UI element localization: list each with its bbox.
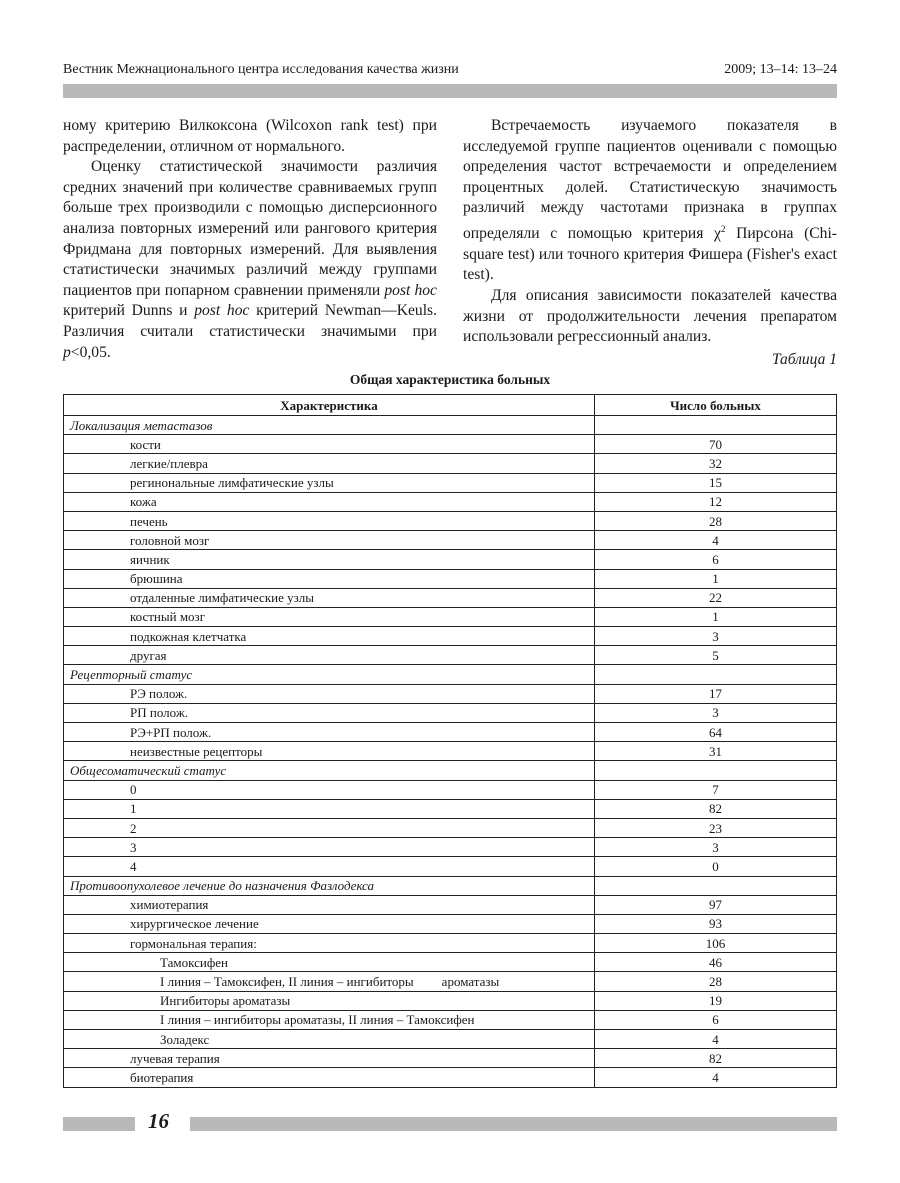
row-label xyxy=(64,972,595,991)
row-value: 23 xyxy=(595,818,837,837)
row-label-tail: ароматазы xyxy=(441,974,500,990)
table-row xyxy=(64,818,837,837)
row-value: 15 xyxy=(595,473,837,492)
row-label xyxy=(64,492,595,511)
row-label-text: Рецепторный статус xyxy=(70,667,193,683)
row-label-text: I линия – ингибиторы ароматазы, II линия – Тамоксифен xyxy=(160,1012,475,1028)
row-label-text: головной мозг xyxy=(130,532,210,548)
row-value: 82 xyxy=(595,799,837,818)
superscript: 2 xyxy=(720,223,726,234)
table-row xyxy=(64,473,837,492)
row-label xyxy=(64,934,595,953)
table-row xyxy=(64,531,837,550)
row-label-text: подкожная клетчатка xyxy=(130,628,247,644)
row-label xyxy=(64,454,595,473)
row-label xyxy=(64,723,595,742)
row-label-text: легкие/плевра xyxy=(130,455,208,471)
row-value xyxy=(595,761,837,780)
table-body xyxy=(64,416,837,1088)
row-label-text: 4 xyxy=(130,858,137,874)
row-label-text: лучевая терапия xyxy=(130,1050,220,1066)
table-header-row xyxy=(64,395,837,416)
text-run: <0,05. xyxy=(70,343,111,361)
row-label-text: биотерапия xyxy=(130,1069,194,1085)
table-row xyxy=(64,511,837,530)
row-label-text: 3 xyxy=(130,839,137,855)
row-value: 12 xyxy=(595,492,837,511)
table-row xyxy=(64,914,837,933)
row-value: 28 xyxy=(595,511,837,530)
row-label-text: 1 xyxy=(130,801,137,817)
header-characteristic: Характеристика xyxy=(64,395,595,416)
table-label: Таблица 1 xyxy=(771,351,837,368)
row-label-text: костный мозг xyxy=(130,609,206,625)
table-row xyxy=(64,569,837,588)
table-row xyxy=(64,1010,837,1029)
row-value: 3 xyxy=(595,627,837,646)
row-label-text: яичник xyxy=(130,551,170,567)
row-value: 19 xyxy=(595,991,837,1010)
row-value: 32 xyxy=(595,454,837,473)
row-value: 1 xyxy=(595,569,837,588)
row-label-text: I линия – Тамоксифен, II линия – ингибиторы xyxy=(160,974,414,990)
row-label xyxy=(64,857,595,876)
row-label xyxy=(64,588,595,607)
row-label-text: гормональная терапия: xyxy=(130,935,257,951)
emphasis-post-hoc: post hoc xyxy=(194,302,250,320)
row-label-text: Ингибиторы ароматазы xyxy=(160,993,291,1009)
row-label-text: кости xyxy=(130,436,161,452)
table-title: Общая характеристика больных xyxy=(349,372,551,387)
table-row xyxy=(64,492,837,511)
left-paragraph-1: ному критерию Вилкоксона (Wilcoxon rank test) при распределении, отличном от нормального. xyxy=(63,117,437,155)
row-value: 6 xyxy=(595,1010,837,1029)
row-label xyxy=(64,627,595,646)
table-row xyxy=(64,454,837,473)
row-label xyxy=(64,818,595,837)
row-label xyxy=(64,569,595,588)
row-value: 17 xyxy=(595,684,837,703)
row-value: 22 xyxy=(595,588,837,607)
table-row xyxy=(64,627,837,646)
row-label xyxy=(64,646,595,665)
row-value: 1 xyxy=(595,607,837,626)
row-label-text: РЭ полож. xyxy=(130,686,188,702)
footer-rule-right xyxy=(190,1117,837,1131)
row-label xyxy=(64,780,595,799)
table-row xyxy=(64,1049,837,1068)
row-label-text: Тамоксифен xyxy=(160,954,228,970)
table-row xyxy=(64,1030,837,1049)
patients-table xyxy=(63,394,837,1088)
right-paragraph-2: Для описания зависимости показателей качества жизни от продолжительности лечения препаратом использовали регрессионный анализ. xyxy=(463,286,837,346)
table-row xyxy=(64,991,837,1010)
table-row xyxy=(64,761,837,780)
table-row xyxy=(64,934,837,953)
row-value: 46 xyxy=(595,953,837,972)
table-row xyxy=(64,780,837,799)
table-row xyxy=(64,799,837,818)
text-run: критерий Newman—Keuls. Различия считали статистически значимыми при xyxy=(63,302,437,340)
row-label xyxy=(64,991,595,1010)
running-header xyxy=(63,60,837,80)
row-label xyxy=(64,473,595,492)
footer-rule-left xyxy=(63,1117,135,1131)
section-heading xyxy=(64,876,595,895)
row-label-text: 0 xyxy=(130,782,137,798)
row-value: 70 xyxy=(595,435,837,454)
table-row xyxy=(64,838,837,857)
table-row xyxy=(64,723,837,742)
row-label-text: хирургическое лечение xyxy=(130,916,259,932)
table-row xyxy=(64,703,837,722)
row-value: 3 xyxy=(595,703,837,722)
section-heading xyxy=(64,416,595,435)
row-label xyxy=(64,1030,595,1049)
row-value: 6 xyxy=(595,550,837,569)
row-label-text: брюшина xyxy=(130,571,183,587)
row-label xyxy=(64,550,595,569)
row-value xyxy=(595,665,837,684)
row-label xyxy=(64,531,595,550)
row-value: 3 xyxy=(595,838,837,857)
table-row xyxy=(64,1068,837,1087)
row-label xyxy=(64,742,595,761)
text-run: Пирсона (Chi-square test) или точного критерия Фишера (Fisher's exact test). xyxy=(463,225,837,284)
emphasis-post-hoc: post hoc xyxy=(384,281,437,299)
row-value: 4 xyxy=(595,531,837,550)
text-run: Оценку статистической значимости различия средних значений при количестве сравниваемых групп больше трех производили с помощью дисперсионного анализа повторных измерений или рангового критерия Фридмана для повторных измерений. Для выявления статистически значимых различий между группами пациентов при попарном сравнении применяли xyxy=(63,158,437,299)
table-row xyxy=(64,416,837,435)
row-label xyxy=(64,1068,595,1087)
row-label xyxy=(64,511,595,530)
table-row xyxy=(64,646,837,665)
table-row xyxy=(64,550,837,569)
row-value: 28 xyxy=(595,972,837,991)
table-row xyxy=(64,895,837,914)
row-label xyxy=(64,435,595,454)
row-label-text: кожа xyxy=(130,494,157,510)
row-label-text: отдаленные лимфатические узлы xyxy=(130,590,314,606)
table-row xyxy=(64,684,837,703)
left-paragraph-2 xyxy=(63,157,437,363)
row-value: 93 xyxy=(595,914,837,933)
header-rule xyxy=(63,84,837,98)
row-label xyxy=(64,1049,595,1068)
right-paragraph-1 xyxy=(463,116,837,286)
row-label-text: неизвестные рецепторы xyxy=(130,743,263,759)
table-row xyxy=(64,665,837,684)
row-label xyxy=(64,607,595,626)
table-row xyxy=(64,435,837,454)
row-label-text: РП полож. xyxy=(130,705,189,721)
left-column xyxy=(63,116,437,363)
journal-title: Вестник Межнационального центра исследования качества жизни xyxy=(63,62,459,77)
row-label xyxy=(64,1010,595,1029)
header-count: Число больных xyxy=(595,395,837,416)
row-value: 4 xyxy=(595,1068,837,1087)
text-run: Встречаемость изучаемого показателя в исследуемой группе пациентов оценивали с помощью определения частот встречаемости и определением процентных долей. Статистическую значимость различий между частотами признака в группах определяли с помощью критерия χ xyxy=(463,117,837,243)
row-value: 31 xyxy=(595,742,837,761)
row-label xyxy=(64,914,595,933)
table-row xyxy=(64,742,837,761)
row-value: 97 xyxy=(595,895,837,914)
row-label-text: Общесоматический статус xyxy=(70,762,227,778)
row-value: 82 xyxy=(595,1049,837,1068)
text-run: критерий Dunns и xyxy=(63,302,195,320)
table-row xyxy=(64,876,837,895)
row-label xyxy=(64,953,595,972)
row-value: 64 xyxy=(595,723,837,742)
row-label xyxy=(64,895,595,914)
row-label-text: другая xyxy=(130,647,167,663)
row-value: 7 xyxy=(595,780,837,799)
row-label-text: 2 xyxy=(130,820,137,836)
row-label-text: Золадекс xyxy=(160,1031,210,1047)
row-value xyxy=(595,876,837,895)
row-label-text: регинональные лимфатические узлы xyxy=(130,475,334,491)
issue-info: 2009; 13–14: 13–24 xyxy=(724,62,837,77)
row-label xyxy=(64,799,595,818)
table-row xyxy=(64,588,837,607)
row-label-text: химиотерапия xyxy=(130,897,209,913)
table-row xyxy=(64,857,837,876)
right-column xyxy=(463,116,837,348)
row-value: 106 xyxy=(595,934,837,953)
row-label-text: РЭ+РП полож. xyxy=(130,724,212,740)
page-number: 16 xyxy=(148,1109,169,1133)
section-heading xyxy=(64,665,595,684)
row-label xyxy=(64,684,595,703)
emphasis-p: p xyxy=(63,343,71,361)
row-label-text: Локализация метастазов xyxy=(70,417,213,433)
table-row xyxy=(64,953,837,972)
row-label xyxy=(64,838,595,857)
row-value: 4 xyxy=(595,1030,837,1049)
row-label-text: Противоопухолевое лечение до назначения Фазлодекса xyxy=(70,878,374,894)
table-row xyxy=(64,972,837,991)
row-value: 5 xyxy=(595,646,837,665)
row-value: 0 xyxy=(595,857,837,876)
row-value xyxy=(595,416,837,435)
table-row xyxy=(64,607,837,626)
section-heading xyxy=(64,761,595,780)
row-label xyxy=(64,703,595,722)
row-label-text: печень xyxy=(130,513,168,529)
